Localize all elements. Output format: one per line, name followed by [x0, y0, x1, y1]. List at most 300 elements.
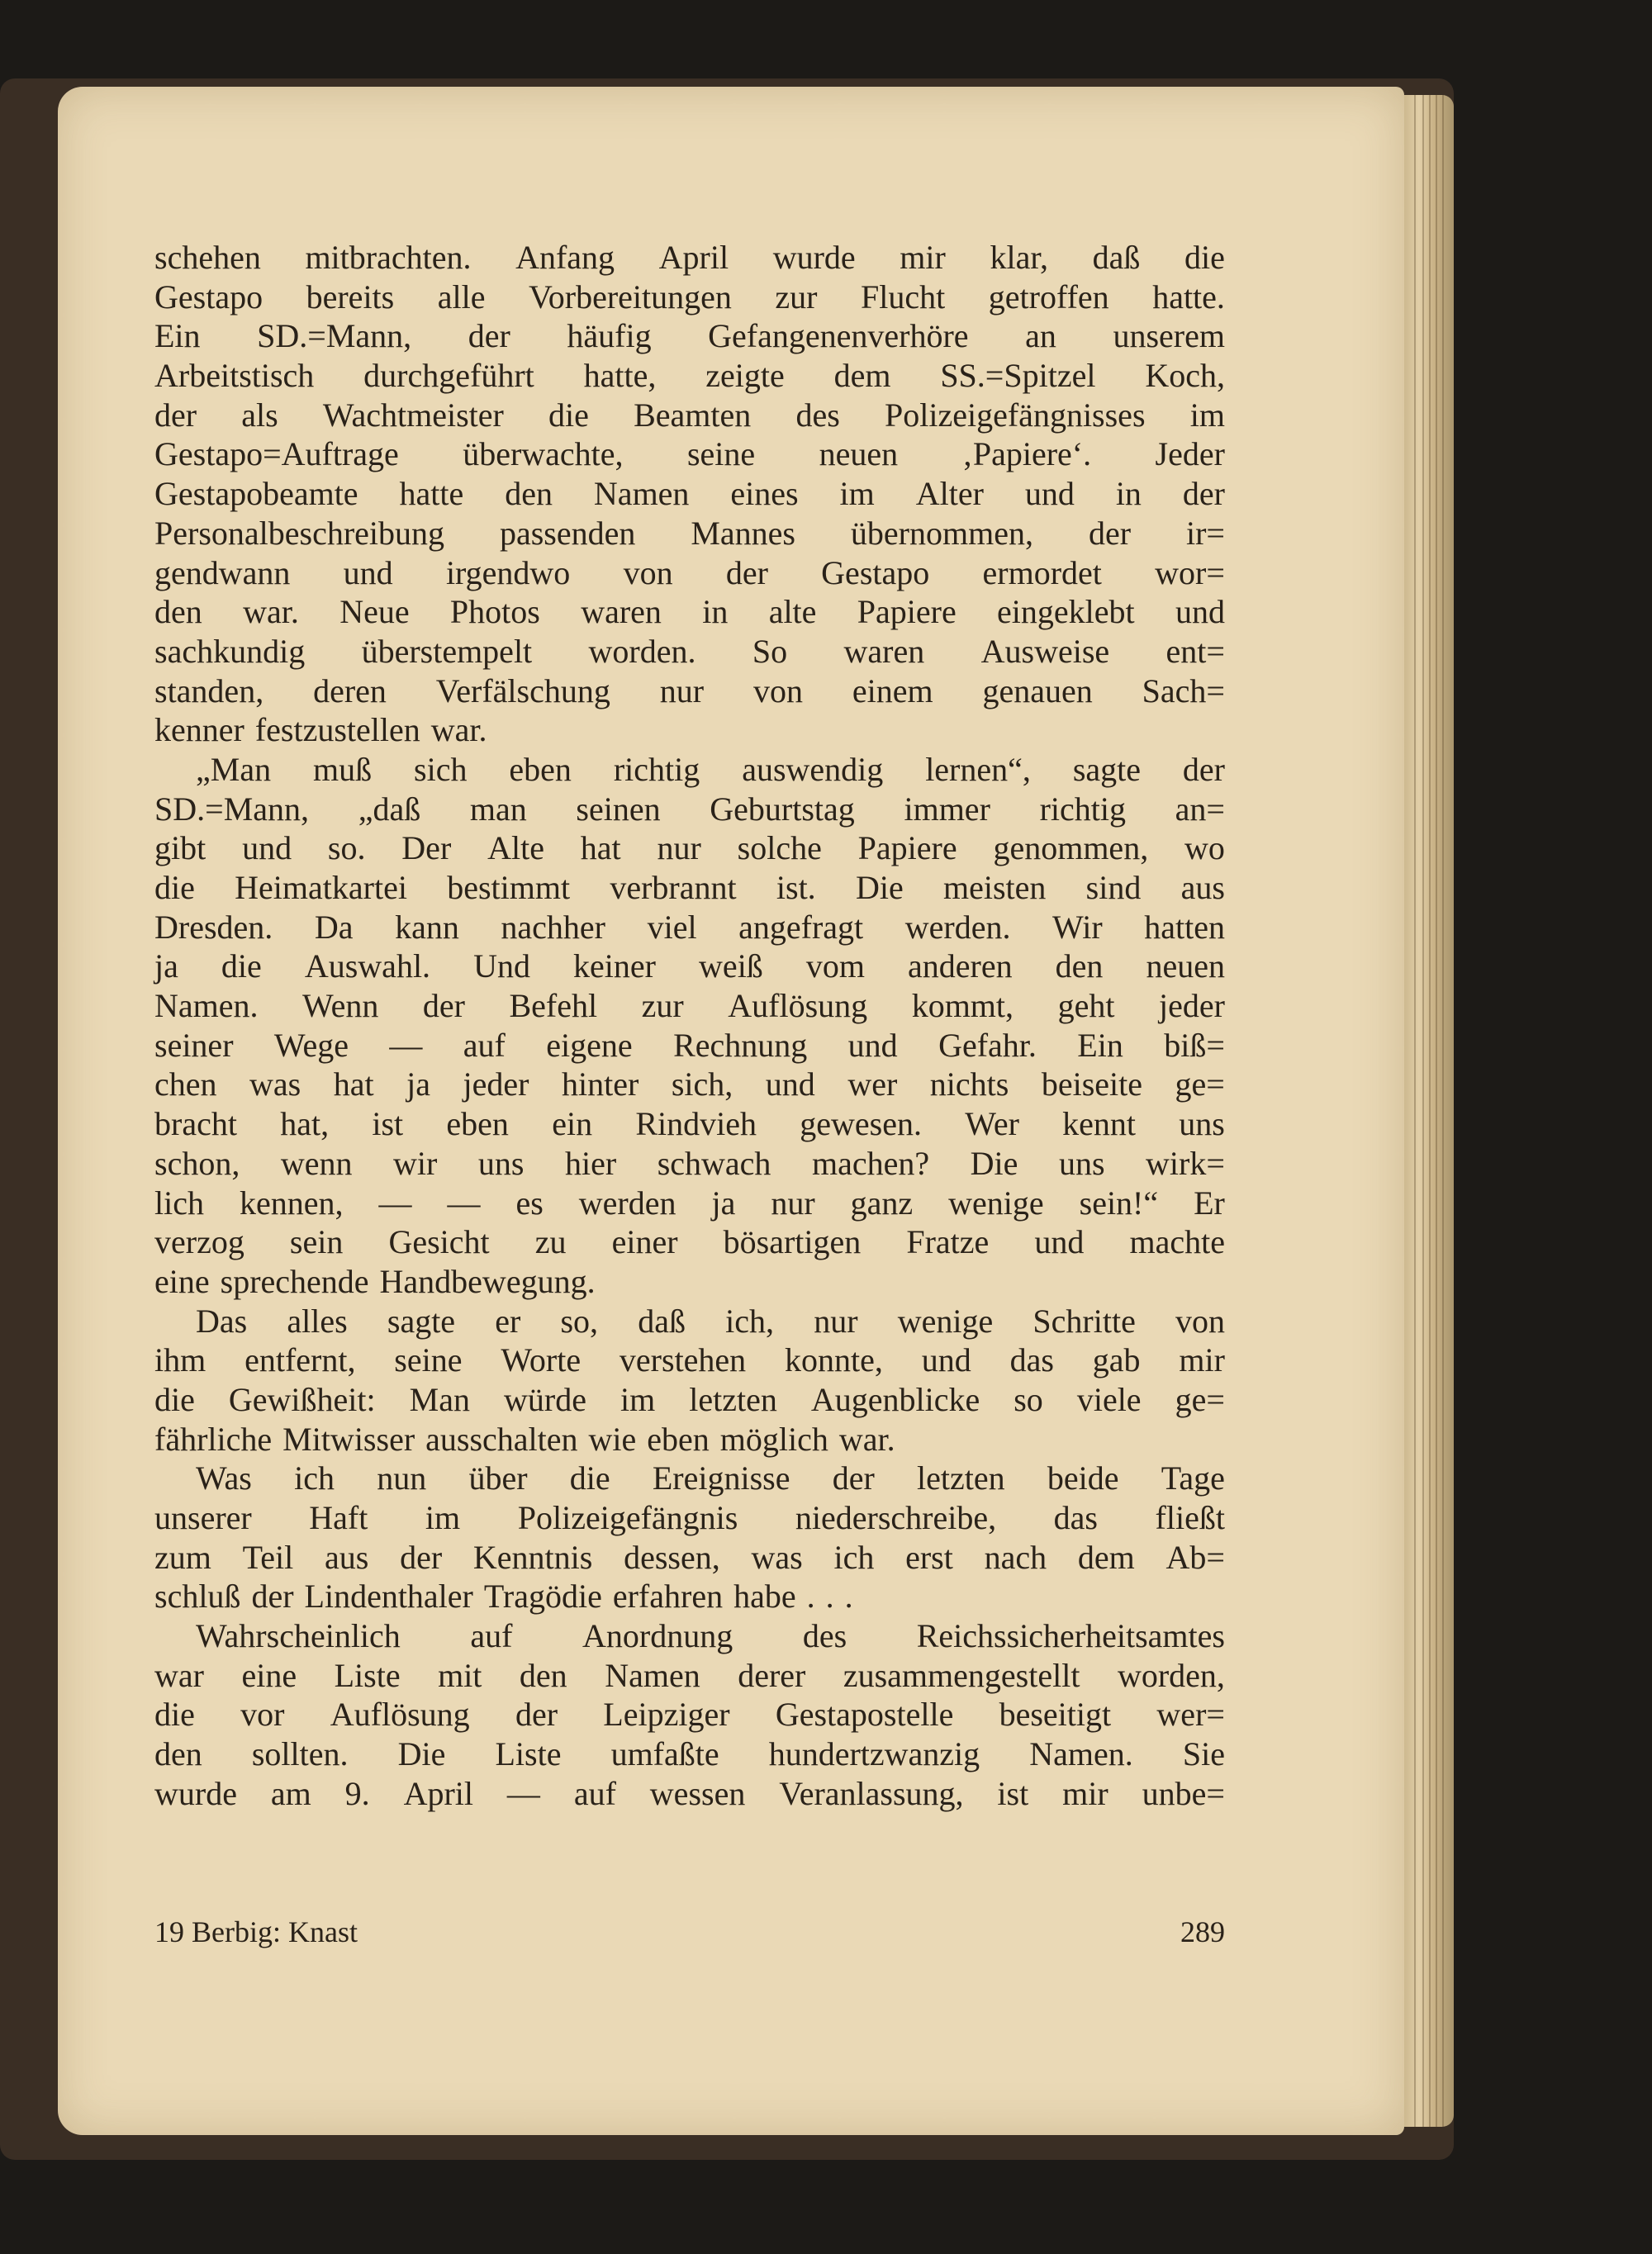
word: seine: [686, 435, 756, 473]
word: sein: [289, 1223, 344, 1261]
word: kennt: [1062, 1105, 1137, 1143]
word: Personalbeschreibung: [154, 514, 445, 552]
text-line: [154, 396, 1225, 435]
word: zu: [534, 1223, 567, 1261]
word: die: [154, 1380, 195, 1418]
word: alte: [768, 593, 817, 631]
word: so: [1014, 1380, 1043, 1418]
word: Augenblicke: [810, 1380, 980, 1418]
word: schehen: [154, 239, 261, 276]
word: klar,: [990, 239, 1049, 276]
text-line: [154, 238, 1225, 278]
text-line: [154, 1734, 1225, 1774]
word: in: [702, 593, 729, 631]
text-line: [154, 434, 1225, 474]
word: Rechnung: [673, 1026, 808, 1064]
word: Wenn: [302, 987, 379, 1025]
word: was: [751, 1538, 803, 1576]
word: sagte: [1072, 750, 1141, 788]
text-line: [154, 1380, 1225, 1420]
word: den: [1055, 947, 1104, 985]
word: von: [752, 671, 803, 709]
word: was: [249, 1065, 301, 1103]
word: ist.: [776, 869, 816, 906]
word: Koch,: [1145, 357, 1225, 395]
word: er: [495, 1302, 521, 1340]
word: —: [447, 1184, 481, 1222]
word: mir: [900, 239, 946, 276]
word: anderen: [908, 947, 1013, 985]
word: Polizeigefängnisses: [885, 396, 1146, 434]
word: —: [378, 1184, 412, 1222]
word: chen: [154, 1065, 217, 1103]
text-line: [154, 632, 1225, 671]
page-footer: [154, 1915, 1225, 1949]
word: Namen: [605, 1656, 700, 1694]
text-line: [154, 750, 1225, 790]
word: wenige: [897, 1302, 994, 1340]
word: über: [468, 1459, 528, 1497]
word: jeder: [463, 1065, 529, 1103]
word: Jeder: [1155, 435, 1225, 473]
word: ein: [552, 1105, 593, 1143]
text-line: [154, 1184, 1225, 1223]
word: machen?: [811, 1144, 930, 1182]
text-line: [154, 790, 1225, 829]
word: zum: [154, 1538, 211, 1576]
word: ausschalten: [425, 1420, 578, 1458]
text-line: [154, 1695, 1225, 1734]
word: Handbewegung.: [379, 1262, 596, 1300]
word: Gesicht: [388, 1223, 490, 1261]
word: überstempelt: [361, 632, 533, 670]
word: aus: [325, 1538, 369, 1576]
word: wer: [847, 1065, 898, 1103]
word: wor=: [1155, 553, 1225, 591]
word: nur: [657, 829, 701, 867]
word: fließt: [1155, 1499, 1225, 1536]
text-line: [154, 1104, 1225, 1144]
word: ja: [406, 1065, 431, 1103]
word: aus: [1180, 869, 1225, 906]
word: Auflösung: [330, 1696, 470, 1734]
text-line: [154, 1498, 1225, 1538]
word: und: [1175, 593, 1225, 631]
word: Geburtstag: [710, 790, 855, 828]
word: sind: [1085, 869, 1142, 906]
word: ganz: [850, 1184, 914, 1222]
word: den: [154, 593, 202, 631]
word: Man: [409, 1380, 470, 1418]
word: mir: [1179, 1341, 1225, 1379]
word: sich,: [671, 1065, 733, 1103]
word: —: [506, 1774, 540, 1812]
word: sein!“: [1079, 1184, 1159, 1222]
text-line: [154, 1656, 1225, 1696]
word: ‚Papiere‘.: [961, 435, 1092, 473]
word: durchgeführt: [363, 357, 534, 395]
word: der: [1182, 750, 1225, 788]
text-line: [154, 908, 1225, 947]
word: 9.: [344, 1774, 370, 1812]
word: Die: [970, 1144, 1018, 1182]
word: war: [154, 1656, 204, 1694]
word: Wahrscheinlich: [196, 1617, 401, 1655]
word: neuen: [1146, 947, 1225, 985]
page-edges: [1404, 95, 1454, 2127]
word: genauen: [982, 671, 1093, 709]
word: worden.: [588, 632, 696, 670]
word: den: [154, 1735, 202, 1773]
word: Namen.: [1029, 1735, 1133, 1773]
text-line: [154, 474, 1225, 514]
word: wirk=: [1146, 1144, 1225, 1182]
word: Namen: [593, 475, 690, 513]
word: eben: [647, 1420, 710, 1458]
word: Arbeitstisch: [154, 357, 315, 395]
word: die: [221, 947, 262, 985]
word: .: [825, 1578, 834, 1616]
word: zur: [641, 987, 684, 1025]
word: uns: [477, 1144, 525, 1182]
word: kann: [395, 908, 459, 946]
word: Was: [196, 1459, 252, 1497]
word: bösartigen: [723, 1223, 862, 1261]
word: verzog: [154, 1223, 244, 1261]
word: Tragödie: [483, 1578, 602, 1616]
word: seine: [394, 1341, 463, 1379]
word: verstehen: [619, 1341, 747, 1379]
word: war.: [243, 593, 299, 631]
word: genommen,: [993, 829, 1149, 867]
word: die: [569, 1459, 610, 1497]
word: getroffen: [988, 278, 1109, 316]
word: wie: [588, 1420, 637, 1458]
word: Anordnung: [582, 1617, 733, 1655]
word: waren: [843, 632, 925, 670]
word: eine: [241, 1656, 297, 1694]
word: so,: [560, 1302, 599, 1340]
word: Mitwisser: [282, 1420, 415, 1458]
word: richtig: [613, 750, 700, 788]
text-line: [154, 356, 1225, 396]
word: hat: [333, 1065, 374, 1103]
word: schwach: [657, 1144, 771, 1182]
word: ge=: [1175, 1065, 1225, 1103]
text-line: [154, 1341, 1225, 1380]
word: uns: [1058, 1144, 1105, 1182]
word: Liste: [495, 1735, 562, 1773]
word: konnte,: [785, 1341, 883, 1379]
word: ihm: [154, 1341, 206, 1379]
word: dessen,: [624, 1538, 720, 1576]
word: ich,: [725, 1302, 775, 1340]
word: die: [1184, 239, 1225, 276]
word: das: [1009, 1341, 1054, 1379]
word: der: [725, 553, 768, 591]
word: April: [403, 1774, 473, 1812]
word: alle: [437, 278, 486, 316]
word: sich: [414, 750, 468, 788]
word: der: [832, 1459, 875, 1497]
word: es: [515, 1184, 544, 1222]
word: So: [752, 632, 788, 670]
word: daß: [638, 1302, 686, 1340]
text-line: [154, 1774, 1225, 1814]
word: wenn: [280, 1144, 353, 1182]
word: gewesen.: [800, 1105, 922, 1143]
word: SS.=Spitzel: [940, 357, 1096, 395]
word: überwachte,: [463, 435, 624, 473]
word: wir: [393, 1144, 438, 1182]
word: Gefahr.: [938, 1026, 1037, 1064]
word: gibt: [154, 829, 206, 867]
word: letzten: [689, 1380, 777, 1418]
word: hundertzwanzig: [768, 1735, 980, 1773]
word: keiner: [573, 947, 656, 985]
word: seiner: [154, 1026, 234, 1064]
word: SD.=Mann,: [257, 317, 412, 355]
word: muß: [313, 750, 373, 788]
word: alles: [287, 1302, 348, 1340]
word: der: [515, 1696, 558, 1734]
word: am: [270, 1774, 311, 1812]
text-line: [154, 671, 1225, 711]
word: verbrannt: [610, 869, 737, 906]
word: hat: [580, 829, 621, 867]
word: unserem: [1113, 317, 1225, 355]
word: eingeklebt: [997, 593, 1135, 631]
word: passenden: [499, 514, 636, 552]
word: war.: [838, 1420, 895, 1458]
text-line: [154, 1616, 1225, 1656]
word: kenner: [154, 711, 244, 749]
word: Photos: [449, 593, 540, 631]
word: bereits: [306, 278, 395, 316]
word: entfernt,: [244, 1341, 356, 1379]
word: auf: [573, 1774, 616, 1812]
text-line: [154, 316, 1225, 356]
word: nichts: [929, 1065, 1009, 1103]
word: Wege: [273, 1026, 349, 1064]
word: seinen: [576, 790, 661, 828]
word: zur: [775, 278, 818, 316]
word: Ein: [154, 317, 201, 355]
word: ich: [833, 1538, 875, 1576]
word: und: [921, 1341, 971, 1379]
word: uns: [1179, 1105, 1225, 1143]
text-line: [154, 947, 1225, 986]
word: Gefangenenverhöre: [708, 317, 969, 355]
word: niederschreibe,: [795, 1499, 997, 1536]
word: Das: [196, 1302, 248, 1340]
text-line: [154, 553, 1225, 593]
word: und: [847, 1026, 898, 1064]
word: Befehl: [509, 987, 598, 1025]
word: ich: [294, 1459, 335, 1497]
word: neuen: [819, 435, 899, 473]
word: einer: [611, 1223, 678, 1261]
word: Kenntnis: [472, 1538, 593, 1576]
word: möglich: [719, 1420, 828, 1458]
word: Worte: [501, 1341, 582, 1379]
word: den: [519, 1656, 567, 1694]
word: April: [658, 239, 729, 276]
word: der: [1182, 475, 1225, 513]
word: werden.: [904, 908, 1011, 946]
text-line: [154, 1577, 1225, 1616]
word: eigene: [546, 1026, 633, 1064]
word: kommt,: [911, 987, 1014, 1025]
word: der: [154, 396, 197, 434]
word: Gestapo=Auftrage: [154, 435, 399, 473]
word: Rindvieh: [635, 1105, 757, 1143]
word: Fratze: [906, 1223, 990, 1261]
word: die: [154, 869, 195, 906]
word: Verfälschung: [435, 671, 610, 709]
word: Tage: [1161, 1459, 1225, 1497]
word: Schritte: [1032, 1302, 1136, 1340]
word: auf: [463, 1026, 506, 1064]
word: ir=: [1185, 514, 1225, 552]
word: —: [389, 1026, 423, 1064]
word: die: [548, 396, 589, 434]
text-line: [154, 1262, 1225, 1302]
word: an: [1025, 317, 1056, 355]
word: weiß: [699, 947, 763, 985]
word: Alter: [915, 475, 984, 513]
word: Lindenthaler: [304, 1578, 473, 1616]
word: ge=: [1175, 1380, 1225, 1418]
word: Gestapo: [154, 278, 263, 316]
word: man: [469, 790, 527, 828]
word: Er: [1194, 1184, 1225, 1222]
word: Haft: [309, 1499, 368, 1536]
word: worden,: [1117, 1656, 1225, 1694]
word: Anfang: [515, 239, 615, 276]
word: sollten.: [251, 1735, 349, 1773]
word: an=: [1175, 790, 1225, 828]
word: hinter: [562, 1065, 639, 1103]
word: Vorbereitungen: [529, 278, 732, 316]
word: Flucht: [861, 278, 946, 316]
word: Sie: [1182, 1735, 1225, 1773]
word: immer: [904, 790, 990, 828]
word: umfaßte: [610, 1735, 719, 1773]
word: ent=: [1165, 632, 1225, 670]
word: hier: [565, 1144, 617, 1182]
word: Wer: [965, 1105, 1019, 1143]
word: Neue: [339, 593, 410, 631]
word: nach: [984, 1538, 1047, 1576]
word: deren: [313, 671, 387, 709]
text-line: [154, 1302, 1225, 1341]
word: Namen.: [154, 987, 259, 1025]
word: Veranlassung,: [779, 1774, 964, 1812]
word: richtig: [1039, 790, 1126, 828]
word: eines: [730, 475, 799, 513]
text-line: [154, 986, 1225, 1026]
text-line: [154, 1144, 1225, 1184]
text-line: [154, 1222, 1225, 1262]
word: der: [400, 1538, 443, 1576]
word: sprechende: [220, 1262, 369, 1300]
word: hatte.: [1152, 278, 1225, 316]
word: bestimmt: [447, 869, 571, 906]
word: der: [251, 1578, 294, 1616]
text-line: [154, 592, 1225, 632]
word: und: [765, 1065, 815, 1103]
word: Papiere: [857, 829, 957, 867]
word: wenige: [948, 1184, 1044, 1222]
word: Liste: [334, 1656, 401, 1694]
word: übernommen,: [850, 514, 1033, 552]
word: auf: [470, 1617, 513, 1655]
word: fährliche: [154, 1420, 273, 1458]
word: wessen: [649, 1774, 746, 1812]
word: sagte: [387, 1302, 456, 1340]
text-line: [154, 868, 1225, 908]
word: Reichssicherheitsamtes: [916, 1617, 1225, 1655]
word: hatte: [399, 475, 464, 513]
word: unbe=: [1142, 1774, 1225, 1812]
word: nur: [771, 1184, 815, 1222]
word: Papiere: [857, 593, 957, 631]
word: wurde: [154, 1774, 237, 1812]
word: erfahren: [612, 1578, 724, 1616]
word: schon,: [154, 1144, 240, 1182]
word: von: [1175, 1302, 1225, 1340]
word: machte: [1129, 1223, 1225, 1261]
word: kennen,: [239, 1184, 344, 1222]
word: Sach=: [1142, 671, 1225, 709]
word: der: [422, 987, 465, 1025]
word: und: [242, 829, 292, 867]
word: Polizeigefängnis: [517, 1499, 738, 1536]
word: .: [806, 1578, 815, 1616]
word: viele: [1076, 1380, 1142, 1418]
word: würde: [503, 1380, 586, 1418]
word: Auswahl.: [304, 947, 431, 985]
word: und: [1024, 475, 1075, 513]
word: erst: [905, 1538, 953, 1576]
word: „Man: [196, 750, 272, 788]
word: vom: [805, 947, 865, 985]
body-text: [154, 238, 1225, 1814]
word: mit: [438, 1656, 482, 1694]
word: derer: [738, 1656, 806, 1694]
word: solche: [737, 829, 822, 867]
word: daß: [1092, 239, 1141, 276]
word: unserer: [154, 1499, 252, 1536]
word: sachkundig: [154, 632, 306, 670]
word: standen,: [154, 671, 264, 709]
word: Beamten: [634, 396, 752, 434]
text-line: [154, 278, 1225, 317]
word: eben: [509, 750, 572, 788]
word: Heimatkartei: [235, 869, 407, 906]
word: irgendwo: [445, 553, 571, 591]
word: festzustellen: [254, 711, 420, 749]
word: der: [468, 317, 510, 355]
word: im: [839, 475, 875, 513]
word: Wachtmeister: [322, 396, 504, 434]
word: Auflösung: [728, 987, 868, 1025]
word: bracht: [154, 1105, 237, 1143]
word: Die: [397, 1735, 446, 1773]
word: in: [1115, 475, 1142, 513]
word: Und: [473, 947, 530, 985]
